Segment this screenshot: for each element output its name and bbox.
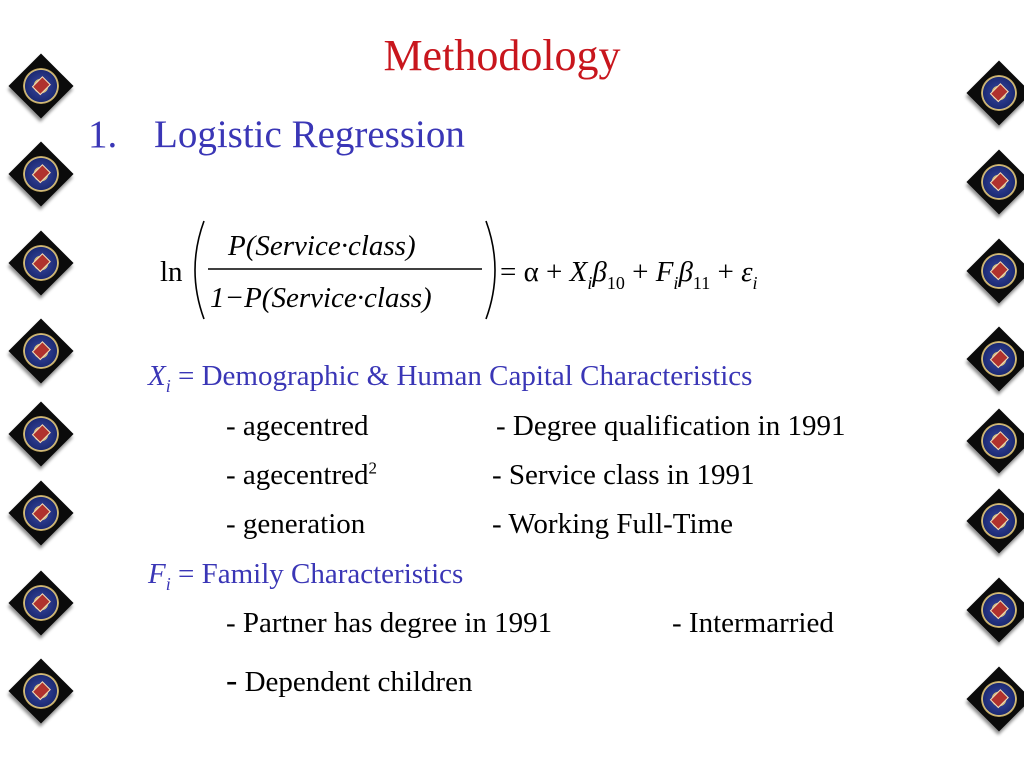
formula-beta11: β: [678, 256, 693, 288]
list-item: - Working Full-Time: [492, 508, 733, 540]
formula-epsilon: ε: [741, 256, 753, 288]
logistic-regression-formula: [160, 215, 840, 325]
f-label: Family Characteristics: [201, 558, 464, 590]
list-item: - Partner has degree in 1991: [226, 607, 553, 639]
list-item: - Degree qualification in 1991: [496, 410, 846, 442]
formula-rhs: [500, 256, 758, 293]
university-crest-icon: [966, 488, 1024, 553]
slide-title: Methodology: [383, 31, 621, 80]
university-crest-icon: [966, 326, 1024, 391]
f-subscript: i: [165, 573, 171, 594]
university-crest-icon: [8, 658, 73, 723]
list-item: - Service class in 1991: [492, 459, 755, 491]
list-item-text: Dependent children: [237, 666, 473, 698]
university-crest-icon: [966, 149, 1024, 214]
x-subscript: i: [165, 375, 171, 396]
formula-f: F: [655, 256, 674, 288]
list-dash: -: [226, 662, 238, 699]
formula-beta10: β: [592, 256, 607, 288]
university-crest-icon: [8, 141, 73, 206]
university-crest-icon: [8, 570, 73, 635]
formula-beta11-sub: 11: [692, 273, 711, 293]
x-symbol: X: [148, 360, 166, 392]
x-equals: =: [170, 360, 202, 392]
formula-plus1: +: [624, 256, 656, 288]
formula-left-paren: [195, 221, 204, 319]
formula-f-sub: i: [673, 273, 679, 293]
formula-numerator: P(Service·class): [228, 230, 416, 262]
formula-beta10-sub: 10: [606, 273, 625, 293]
list-item-text: - agecentred: [226, 459, 369, 491]
superscript: 2: [368, 458, 377, 478]
list-item: [226, 662, 472, 700]
university-crest-icon: [966, 238, 1024, 303]
university-crest-icon: [8, 480, 73, 545]
formula-epsilon-sub: i: [752, 273, 758, 293]
f-symbol: F: [148, 558, 166, 590]
formula-x-sub: i: [587, 273, 593, 293]
university-crest-icon: [966, 577, 1024, 642]
definition-f: [148, 558, 463, 595]
section-heading: [88, 112, 465, 157]
formula-alpha: = α +: [500, 256, 570, 288]
university-crest-icon: [8, 318, 73, 383]
f-equals: =: [170, 558, 202, 590]
list-item: [226, 459, 377, 492]
formula-ln: ln: [160, 256, 183, 288]
university-crest-icon: [8, 230, 73, 295]
formula-right-paren: [486, 221, 495, 319]
university-crest-icon: [8, 401, 73, 466]
definition-x: [148, 360, 752, 397]
section-number: 1.: [88, 113, 118, 156]
university-crest-icon: [966, 666, 1024, 731]
section-heading-text: Logistic Regression: [154, 113, 465, 156]
formula-plus2: +: [710, 256, 742, 288]
formula-denominator: 1−P(Service·class): [210, 282, 432, 314]
x-label: Demographic & Human Capital Characteristics: [201, 360, 753, 392]
list-item: - generation: [226, 508, 366, 540]
formula-x: X: [569, 256, 588, 288]
list-item: - Intermarried: [672, 607, 834, 639]
university-crest-icon: [966, 408, 1024, 473]
list-item: - agecentred: [226, 410, 369, 442]
